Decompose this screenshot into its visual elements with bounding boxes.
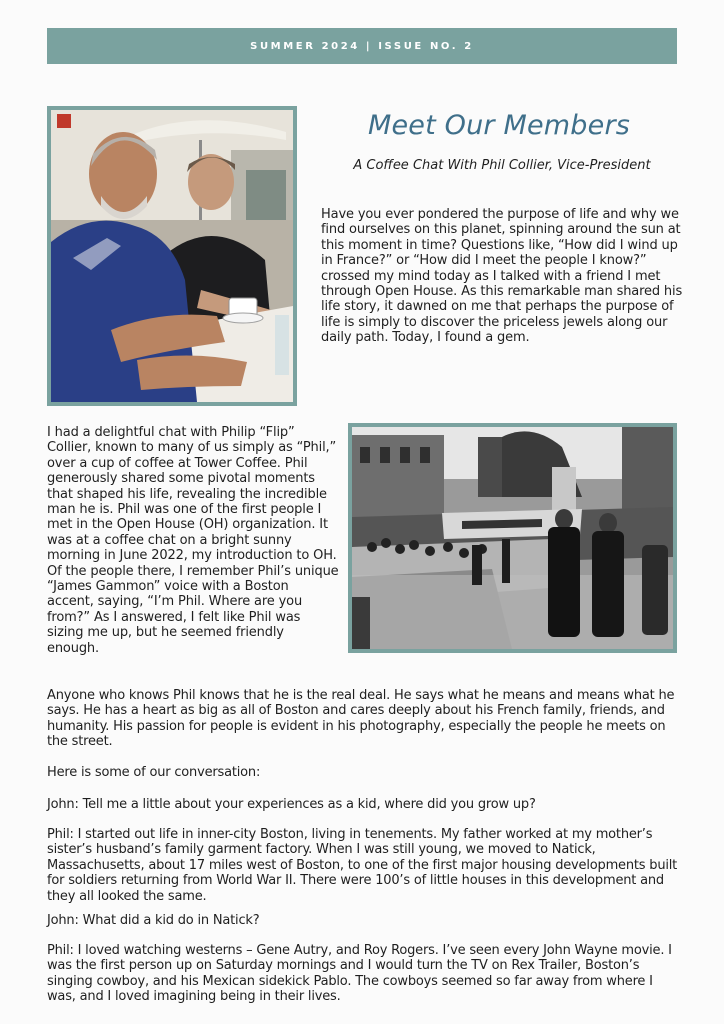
interview-answer-2: Phil: I loved watching westerns – Gene Autry, and Roy Rogers. I’ve seen every John Wayne movie. I was the first person up on Saturday mornings and I would turn the TV on Rex Trailer, Boston’s singing cowboy, and his Mexican sidekick Pablo. The cowboys seemed so far away from where I was, and I loved imagining being in their lives. xyxy=(47,943,672,1005)
body-paragraph-3: Here is some of our conversation: xyxy=(47,765,261,780)
interview-answer-1: Phil: I started out life in inner-city Boston, living in tenements. My father worked at my mother’s sister’s husband’s family garment factory. When I was still young, we moved to Natick, Massachusetts, about 17 miles west of Boston, to one of the first major housing developments built for soldiers returning from World War II. There were 100’s of little houses in this development and they all looked the same. xyxy=(47,827,678,904)
interview-question-1: John: Tell me a little about your experiences as a kid, where did you grow up? xyxy=(47,797,536,812)
article-title: Meet Our Members xyxy=(367,110,631,141)
interview-question-2: John: What did a kid do in Natick? xyxy=(47,913,260,928)
body-paragraph-2: Anyone who knows Phil knows that he is the real deal. He says what he means and means what he says. He has a heart as big as all of Boston and cares deeply about his French family, friends, and humanity. His passion for people is evident in his photography, especially the people he meets on the street. xyxy=(47,688,675,750)
street-photo xyxy=(348,423,677,653)
article-subtitle: A Coffee Chat With Phil Collier, Vice-President xyxy=(353,158,651,173)
members-cafe-photo xyxy=(47,106,297,406)
intro-paragraph: Have you ever pondered the purpose of life and why we find ourselves on this planet, spinning around the sun at this moment in time? Questions like, “How did I wind up in France?” or “How did I meet the people I know?” crossed my mind today as I talked with a friend I met through Open House. As this remarkable man shared his life story, it dawned on me that perhaps the purpose of life is simply to discover the priceless jewels along our daily path. Today, I found a gem. xyxy=(321,207,683,346)
issue-banner: SUMMER 2024 | ISSUE NO. 2 xyxy=(47,28,677,64)
body-paragraph-1: I had a delightful chat with Philip “Flip” Collier, known to many of us simply as “Phil,” over a cup of coffee at Tower Coffee. Phil generously shared some pivotal moments that shaped his life, revealing the incredible man he is. Phil was one of the first people I met in the Open House (OH) organization. It was at a coffee chat on a bright sunny morning in June 2022, my introduction to OH. Of the people there, I remember Phil’s unique “James Gammon” voice with a Boston accent, saying, “I’m Phil. Where are you from?” As I answered, I felt like Phil was sizing me up, but he seemed friendly enough. xyxy=(47,425,339,656)
